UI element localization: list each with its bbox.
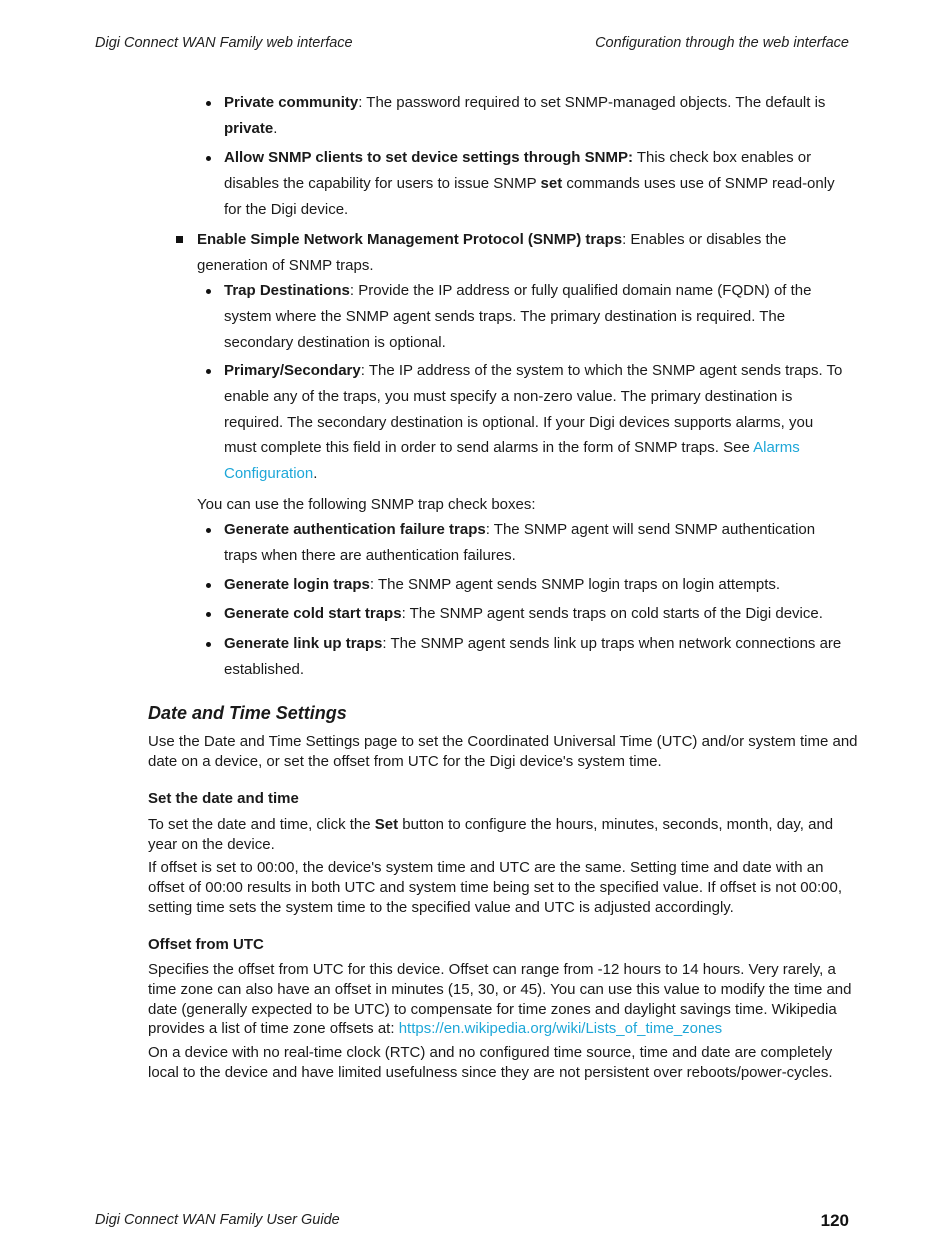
time-zones-link[interactable]: https://en.wikipedia.org/wiki/Lists_of_time_zones — [398, 1020, 723, 1038]
subheading-set-date-time: Set the date and time — [148, 790, 299, 807]
page-footer-title: Digi Connect WAN Family User Guide — [95, 1212, 340, 1228]
list-item-cold-start-traps: Generate cold start traps: The SNMP agent sends traps on cold starts of the Digi device. — [224, 601, 849, 627]
page-header-right: Configuration through the web interface — [595, 35, 849, 51]
list-item-allow-snmp: Allow SNMP clients to set device settings through SNMP: This check box enables or disables the capability for users to issue SNMP set commands uses use of SNMP read-only for the Digi device. — [224, 145, 849, 222]
subheading-offset-from-utc: Offset from UTC — [148, 936, 264, 953]
page-number: 120 — [820, 1211, 849, 1230]
list-item-link-up-traps: Generate link up traps: The SNMP agent sends link up traps when network connections are established. — [224, 631, 849, 683]
list-item-login-traps: Generate login traps: The SNMP agent sends SNMP login traps on login attempts. — [224, 572, 849, 598]
rtc-paragraph: On a device with no real-time clock (RTC) and no configured time source, time and date are completely local to the device and have limited usefulness since they are not persistent over reboots/power-cycles. — [148, 1044, 833, 1081]
date-time-intro: Use the Date and Time Settings page to set the Coordinated Universal Time (UTC) and/or system time and date on a device, or set the offset from UTC for the Digi device's system time. — [148, 733, 858, 770]
offset-explanation-paragraph: If offset is set to 00:00, the device's system time and UTC are the same. Setting time and date with an offset of 00:00 results in both UTC and system time being set to the specified value. If offset is not 00:00, setting time sets the system time to the specified value and UTC is adjusted accordingly. — [148, 859, 842, 916]
offset-description-paragraph: Specifies the offset from UTC for this device. Offset can range from -12 hours to 14 hours. Very rarely, a time zone can also have an offset in minutes (15, 30, or 45). You can use this value to modify the time and date (generally expected to be UTC) to compensate for time zones and daylight savings time. Wikipedia provides a list of time zone offsets at: https://en.wikipedia.org/wiki/Lists_of_time_zones — [148, 961, 852, 1038]
list-item-enable-traps: Enable Simple Network Management Protocol (SNMP) traps: Enables or disables the generation of SNMP traps. — [197, 227, 847, 279]
set-date-time-paragraph: To set the date and time, click the Set button to configure the hours, minutes, seconds, month, day, and year on the device. — [148, 816, 834, 853]
list-item-trap-destinations: Trap Destinations: Provide the IP address or fully qualified domain name (FQDN) of the system where the SNMP agent sends traps. The primary destination is required. The secondary destination is optional. — [224, 278, 849, 355]
section-heading-date-time: Date and Time Settings — [148, 703, 347, 723]
list-item-primary-secondary: Primary/Secondary: The IP address of the system to which the SNMP agent sends traps. To enable any of the traps, you must specify a non-zero value. The primary destination is required. The secondary destination is optional. If your Digi devices supports alarms, you must complete this field in order to send alarms in the form of SNMP traps. See Alarms Configuration. — [224, 358, 849, 487]
trap-checkboxes-intro: You can use the following SNMP trap check boxes: — [197, 496, 536, 513]
list-item-private-community: Private community: The password required to set SNMP-managed objects. The default is private. — [224, 90, 849, 142]
list-item-auth-failure-traps: Generate authentication failure traps: The SNMP agent will send SNMP authentication traps when there are authentication failures. — [224, 517, 849, 569]
page-header-left: Digi Connect WAN Family web interface — [95, 35, 353, 51]
alarms-configuration-link[interactable]: Alarms Configuration — [224, 439, 800, 483]
